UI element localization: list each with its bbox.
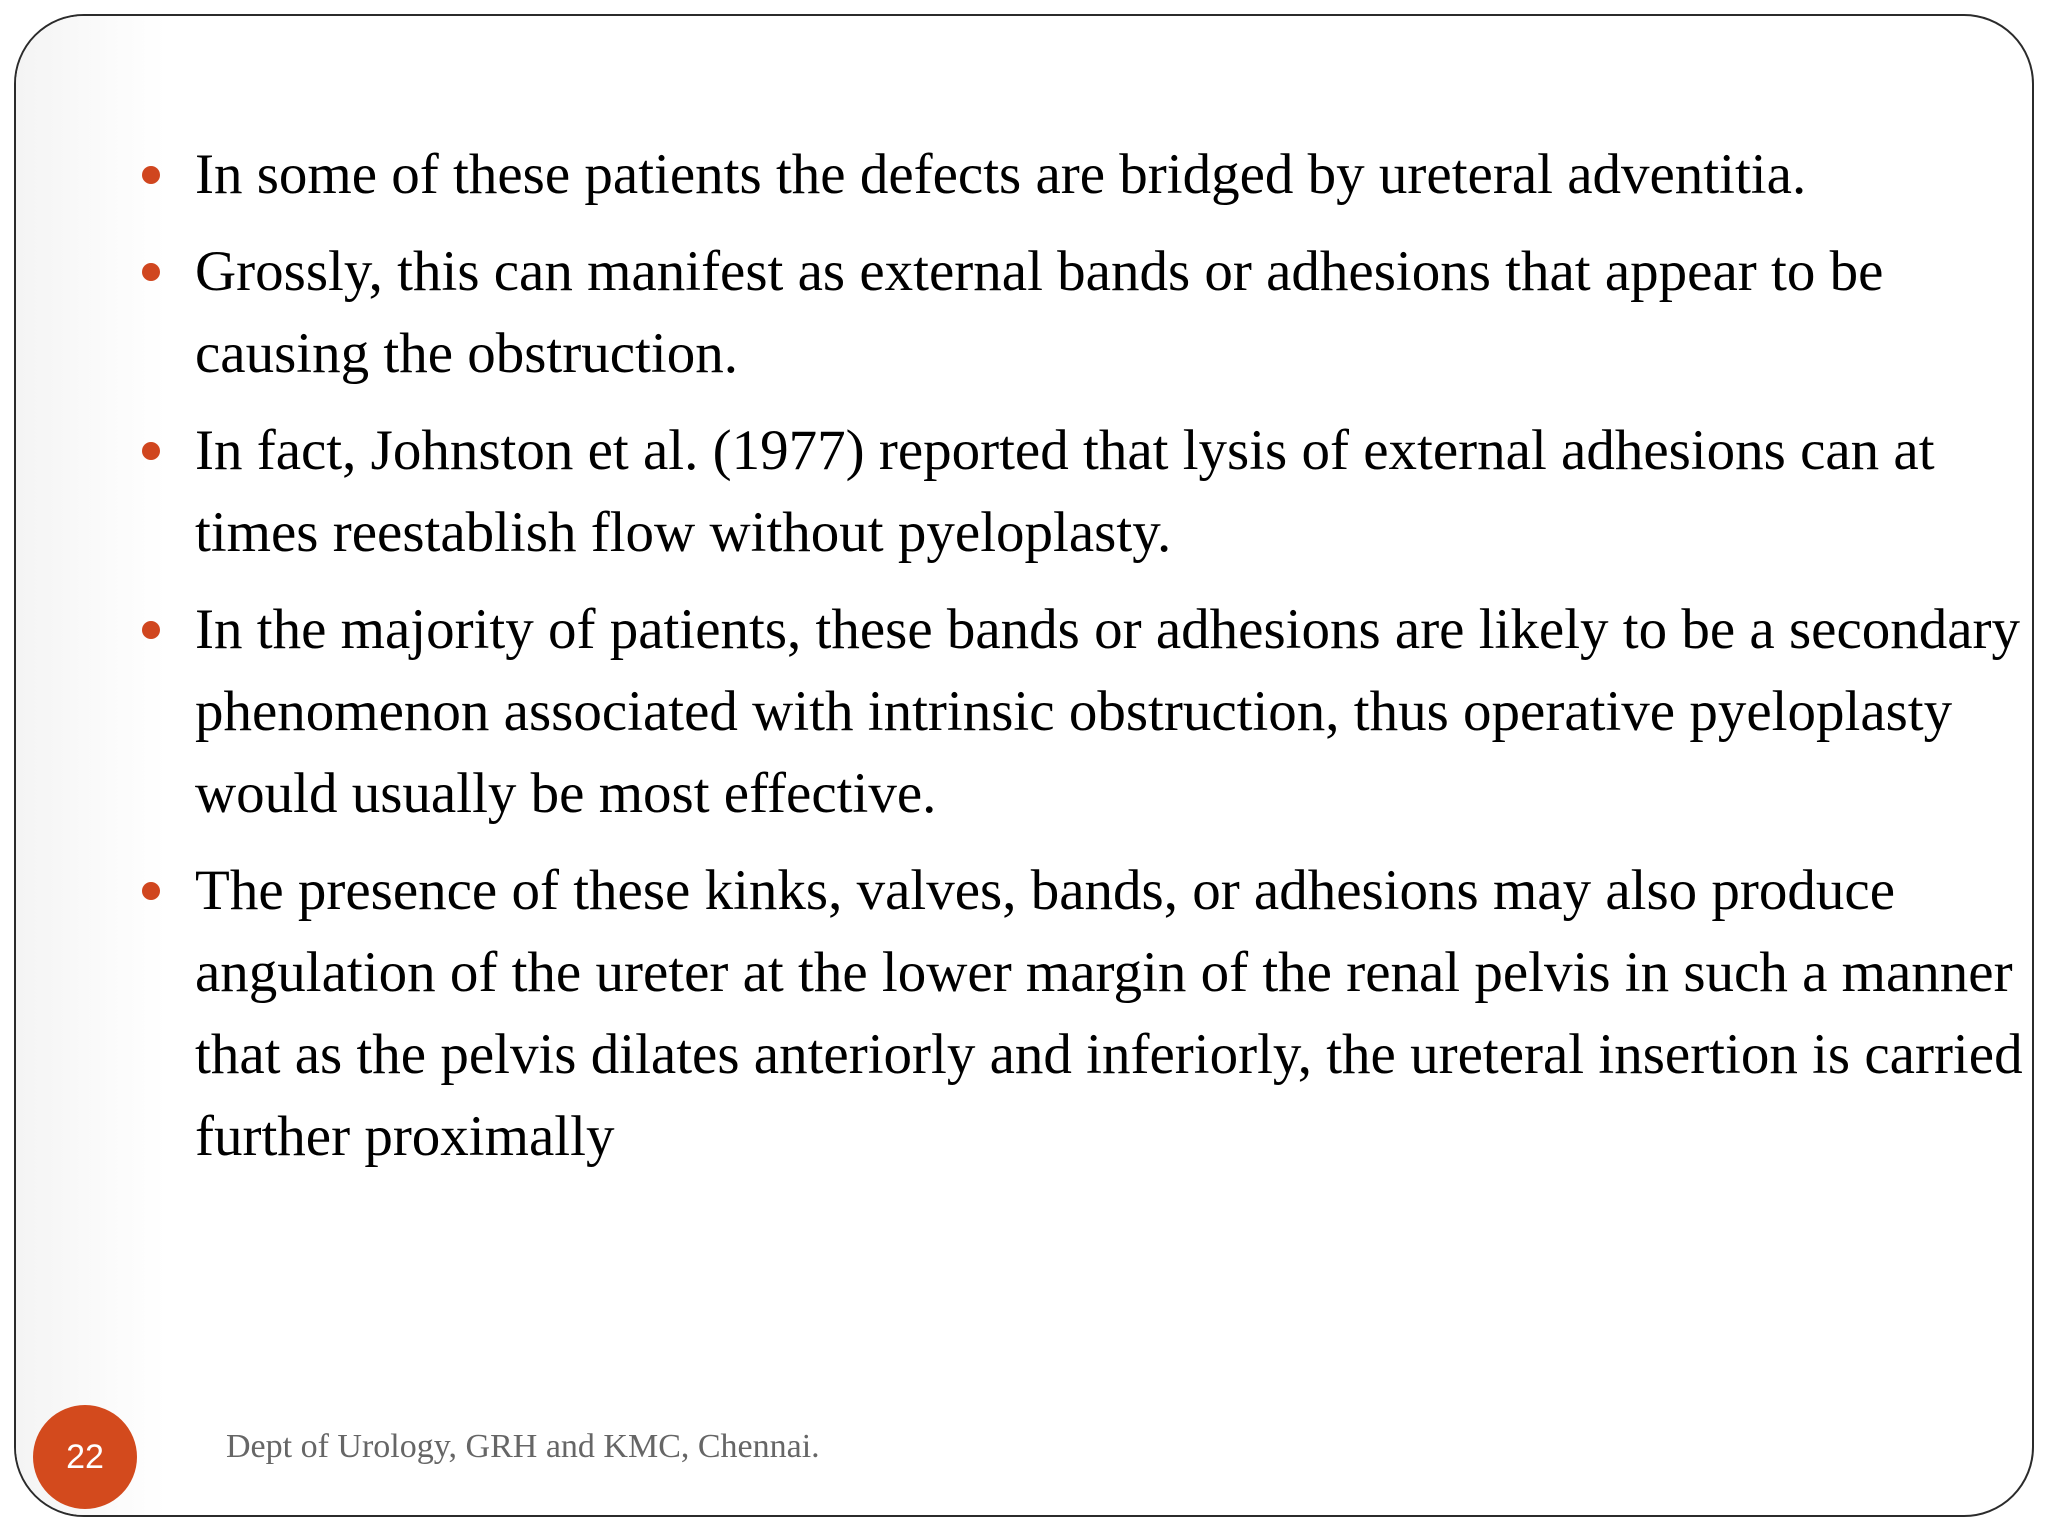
bullet-dot-icon: [142, 621, 160, 639]
bullet-item: [136, 134, 2031, 216]
bullet-dot-icon: [142, 263, 160, 281]
bullet-text: The presence of these kinks, valves, bands, or adhesions may also produce angulation of the ureter at the lower margin of the renal pelvis in such a manner that as the pelvis dilates anteriorly and inferiorly, the ureteral insertion is carried further proximally: [195, 859, 2023, 1168]
bullet-item: [136, 231, 2031, 395]
bullet-item: [136, 589, 2031, 835]
bullet-dot-icon: [142, 882, 160, 900]
bullet-dot-icon: [142, 442, 160, 460]
footer-text: Dept of Urology, GRH and KMC, Chennai.: [226, 1428, 820, 1465]
bullet-text: In the majority of patients, these bands or adhesions are likely to be a secondary phenomenon associated with intrinsic obstruction, thus operative pyeloplasty would usually be most effective.: [195, 598, 2021, 825]
bullet-text: Grossly, this can manifest as external bands or adhesions that appear to be causing the obstruction.: [195, 240, 1884, 385]
page-number-badge: 22: [33, 1405, 137, 1509]
bullet-text: In some of these patients the defects are bridged by ureteral adventitia.: [195, 143, 1807, 206]
bullet-item: [136, 410, 2031, 574]
slide: [14, 14, 2034, 1517]
bullet-dot-icon: [142, 166, 160, 184]
bullet-list: [136, 134, 2031, 1193]
bullet-text: In fact, Johnston et al. (1977) reported that lysis of external adhesions can at times reestablish flow without pyeloplasty.: [195, 419, 1935, 564]
bullet-item: [136, 850, 2031, 1178]
